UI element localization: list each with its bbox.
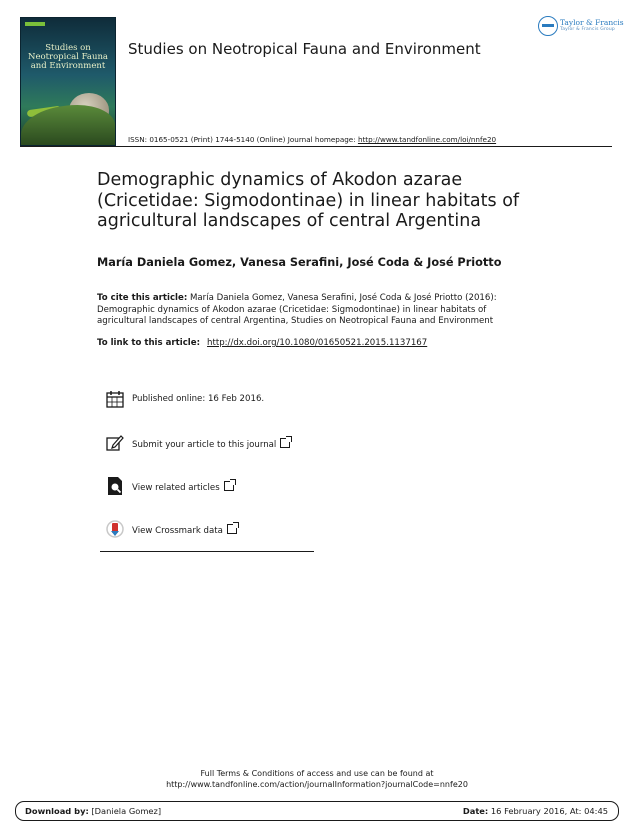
external-link-icon (224, 481, 234, 491)
cover-title: Studies on Neotropical Fauna and Environment (28, 43, 108, 71)
download-date: Date: 16 February 2016, At: 04:45 (462, 806, 608, 816)
citation-block (97, 293, 537, 328)
publisher-logo-name: Taylor & Francis (560, 18, 624, 27)
journal-homepage-link[interactable]: http://www.tandfonline.com/loi/nnfe20 (357, 135, 497, 144)
external-link-icon (280, 438, 290, 448)
publisher-logo (538, 16, 624, 38)
crossmark-link[interactable] (105, 518, 237, 540)
submit-article-link[interactable] (105, 432, 290, 454)
citation-label: To cite this article: (97, 293, 188, 303)
doi-link[interactable]: http://dx.doi.org/10.1080/01650521.2015.1137167 (207, 338, 428, 348)
edit-icon (105, 433, 125, 453)
publisher-logo-group: Taylor & Francis Group (560, 27, 615, 32)
publisher-logo-icon (538, 16, 558, 36)
cover-band (25, 22, 45, 26)
article-authors: María Daniela Gomez, Vanesa Serafini, José Coda & José Priotto (97, 256, 502, 269)
crossmark-icon (105, 519, 125, 539)
journal-name: Studies on Neotropical Fauna and Environment (128, 40, 481, 58)
actions-divider (100, 551, 314, 552)
document-search-icon (105, 476, 125, 496)
journal-cover-image (20, 17, 116, 146)
published-online-text: Published online: 16 Feb 2016. (132, 394, 265, 404)
terms-line: Full Terms & Conditions of access and use can be found at (200, 769, 434, 778)
download-by: Download by: [Daniela Gomez] (25, 806, 162, 816)
terms-url[interactable]: http://www.tandfonline.com/action/journalInformation?journalCode=nnfe20 (166, 780, 468, 789)
article-title: Demographic dynamics of Akodon azarae (Cricetidae: Sigmodontinae) in linear habitats of agricultural landscapes of central Argentina (97, 170, 520, 231)
article-link-line (97, 338, 427, 348)
download-footer (15, 801, 619, 821)
issn-line (128, 135, 496, 144)
related-articles-text: View related articles (132, 480, 234, 493)
related-articles-link[interactable] (105, 475, 234, 497)
external-link-icon (227, 524, 237, 534)
citation-text: María Daniela Gomez, Vanesa Serafini, José Coda & José Priotto (2016): Demographic dynamics of Akodon azarae (Cricetidae: Sigmodontinae) in linear habitats of agricultural landscapes of central Argentina, Studies on Neotropical Fauna and Environment (97, 293, 497, 326)
calendar-icon (105, 389, 125, 409)
article-link-label: To link to this article: (97, 338, 204, 348)
terms-notice (0, 768, 634, 790)
crossmark-text: View Crossmark data (132, 523, 237, 536)
header-divider (20, 146, 612, 147)
published-online-row (105, 388, 264, 410)
submit-article-text: Submit your article to this journal (132, 437, 290, 450)
issn-text: ISSN: 0165-0521 (Print) 1744-5140 (Online) Journal homepage: (128, 135, 358, 144)
